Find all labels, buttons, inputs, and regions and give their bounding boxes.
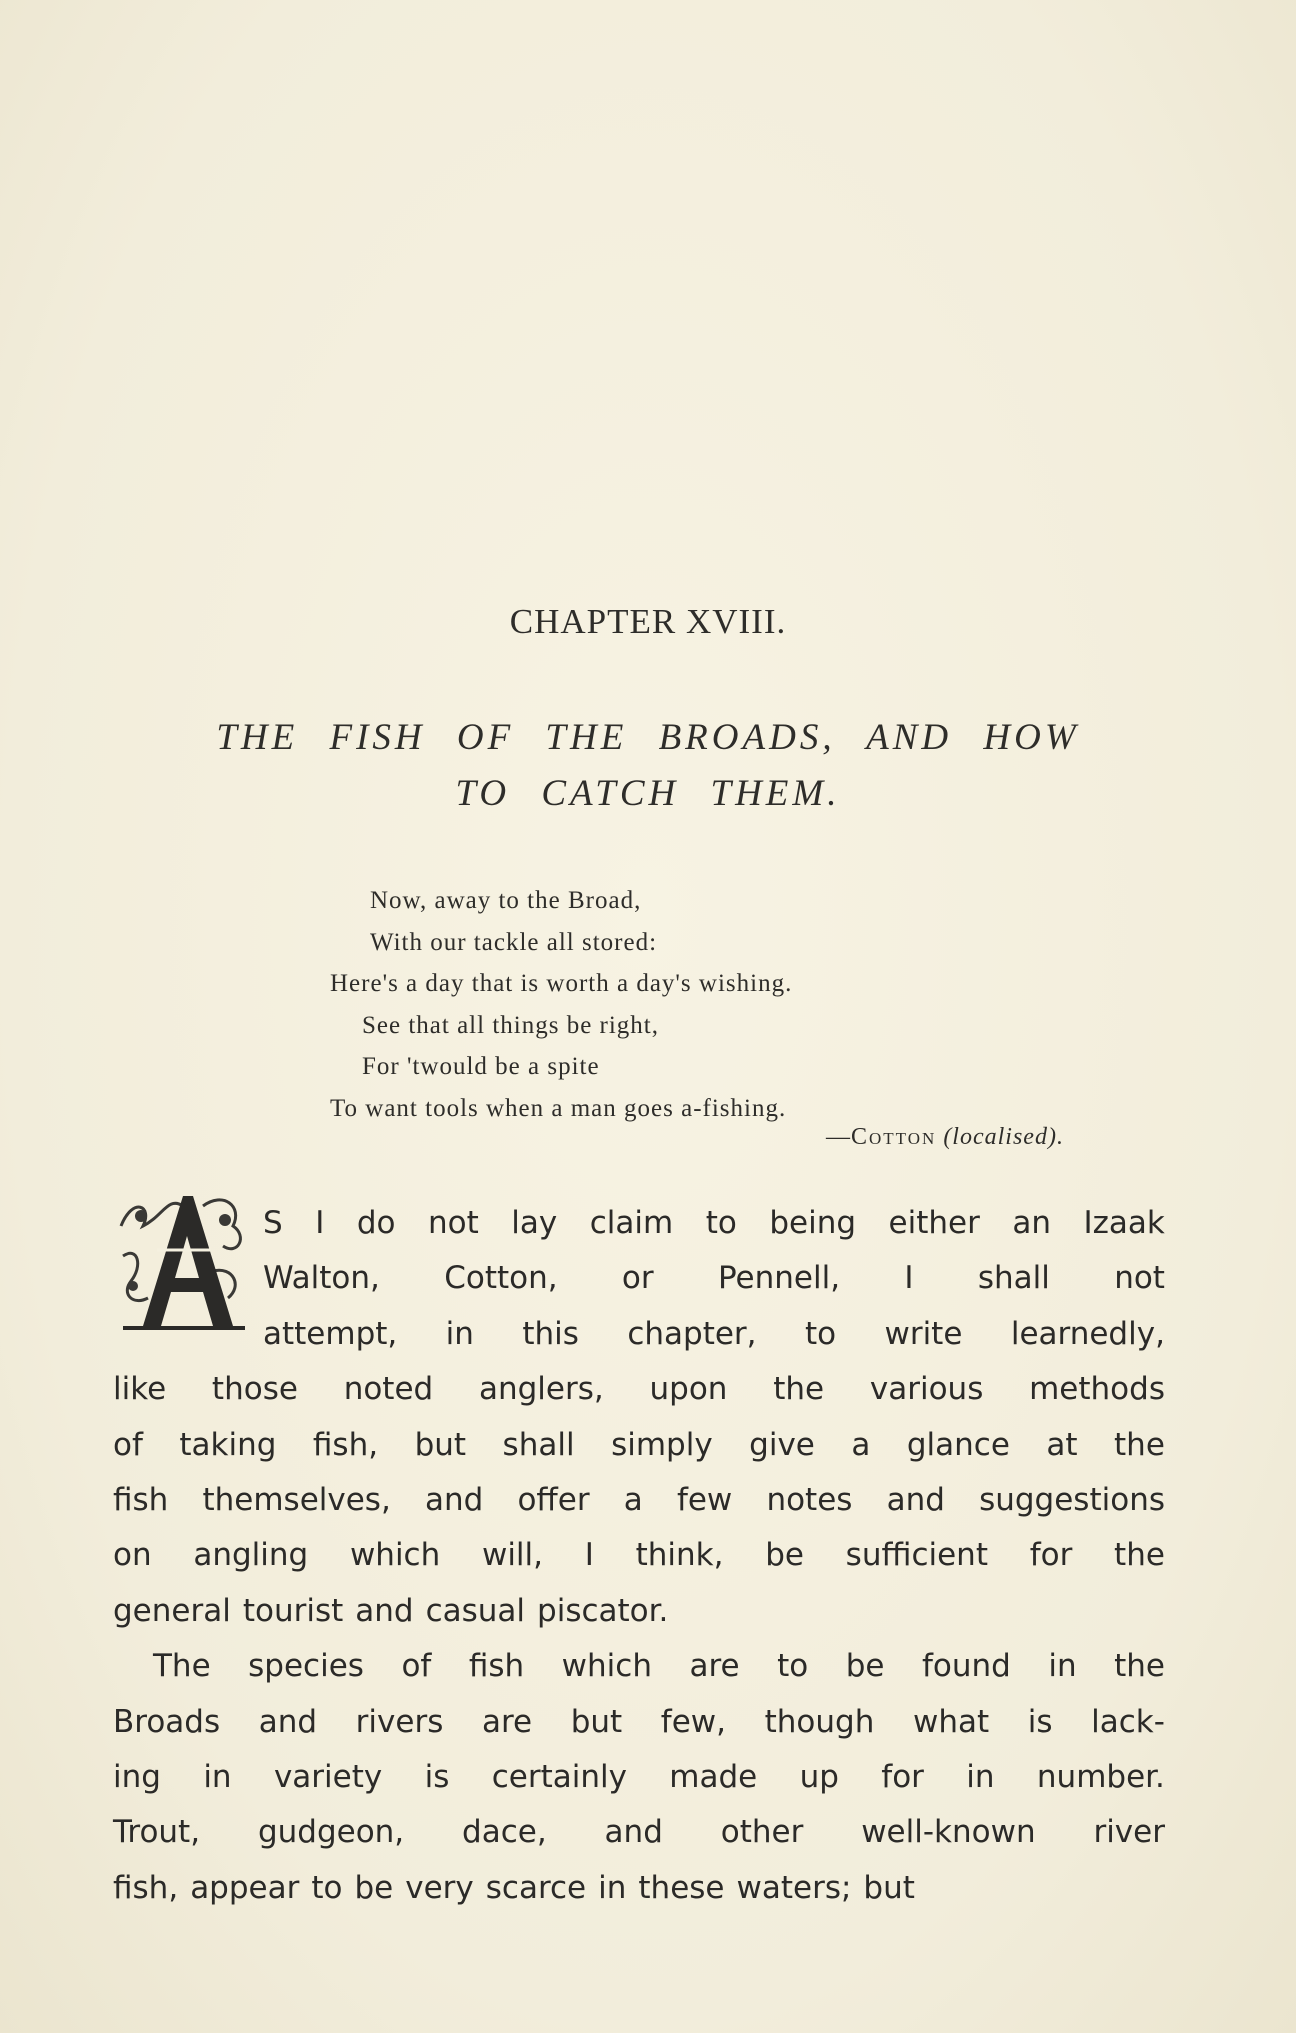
word: and (355, 1592, 414, 1629)
text-line (113, 1251, 1165, 1306)
word: is (424, 1758, 450, 1795)
word: various (869, 1371, 984, 1408)
word: in (203, 1758, 232, 1795)
word: up (799, 1758, 839, 1795)
text-line (113, 1418, 1165, 1473)
verse-line: Here's a day that is worth a day's wishing. (330, 970, 793, 997)
word: Trout, (113, 1814, 201, 1851)
word: dace, (462, 1814, 547, 1851)
word: which (561, 1648, 652, 1685)
text-line (113, 1584, 1165, 1639)
word: and (886, 1481, 945, 1518)
text-line (113, 1861, 1165, 1916)
text-line (113, 1805, 1165, 1860)
word: well-known (861, 1814, 1036, 1851)
word: give (749, 1426, 815, 1463)
word: on (113, 1537, 152, 1574)
word: at (1046, 1426, 1078, 1463)
text-line (113, 1307, 1165, 1362)
word: Cotton, (444, 1260, 558, 1297)
word: are (689, 1648, 740, 1685)
word: taking (179, 1426, 277, 1463)
word: found (921, 1648, 1011, 1685)
word: will, (481, 1537, 544, 1574)
word: which (349, 1537, 441, 1574)
body-text (113, 1196, 1165, 1916)
word: waters; (736, 1869, 852, 1906)
word: Pennell, (717, 1260, 841, 1297)
word: do (356, 1205, 396, 1241)
word: glance (906, 1426, 1010, 1463)
word: gudgeon, (257, 1814, 405, 1851)
word: general (113, 1592, 231, 1629)
word: the (1114, 1537, 1165, 1574)
chapter-title-line-2: TO CATCH THEM. (455, 773, 841, 814)
word: to (804, 1315, 837, 1352)
word: Izaak (1083, 1205, 1165, 1241)
word: this (522, 1315, 579, 1352)
word: themselves, (202, 1481, 391, 1518)
word: lay (511, 1205, 558, 1241)
verse-line: For 'twould be a spite (362, 1053, 600, 1080)
word: methods (1029, 1371, 1165, 1408)
attribution-name: Cotton (851, 1124, 937, 1150)
word: think, (635, 1537, 724, 1574)
word: to (705, 1205, 737, 1241)
word: ing (113, 1758, 161, 1795)
paragraph-1 (113, 1196, 1165, 1639)
word: but (863, 1869, 915, 1906)
word: upon (649, 1371, 728, 1408)
word: in (966, 1758, 995, 1795)
word: but (570, 1703, 623, 1740)
word: is (1027, 1703, 1053, 1740)
word: casual (425, 1592, 526, 1629)
paragraph-2 (113, 1639, 1165, 1916)
word: of (401, 1648, 432, 1685)
text-line (113, 1528, 1165, 1583)
word: like (113, 1371, 167, 1408)
word: and (424, 1481, 484, 1518)
word: suggestions (979, 1481, 1165, 1518)
word: though (764, 1703, 875, 1740)
word: number. (1036, 1758, 1165, 1795)
word: rivers (355, 1703, 444, 1740)
word: I (584, 1537, 594, 1574)
word: few, (660, 1703, 726, 1740)
word: scarce (485, 1869, 587, 1906)
word: very (405, 1869, 474, 1906)
word: made (669, 1758, 758, 1795)
word: but (414, 1426, 467, 1463)
word: a (851, 1426, 871, 1463)
word: the (1114, 1648, 1165, 1685)
word: fish, (312, 1426, 379, 1463)
attribution-note: (localised). (943, 1124, 1064, 1150)
word: or (621, 1260, 654, 1297)
verse-line: With our tackle all stored: (370, 928, 658, 956)
word: for (1029, 1537, 1073, 1574)
text-line (113, 1473, 1165, 1528)
text-line (113, 1362, 1165, 1417)
word: fish (113, 1481, 169, 1518)
word: these (638, 1869, 725, 1906)
word: shall (502, 1426, 575, 1463)
word: certainly (491, 1758, 627, 1795)
word: claim (589, 1205, 674, 1241)
text-line (113, 1639, 1165, 1694)
word: Broads (113, 1703, 221, 1740)
word: be (354, 1869, 394, 1906)
word: attempt, (263, 1315, 398, 1352)
word: tourist (242, 1592, 344, 1629)
epigraph-attribution (826, 1124, 1064, 1151)
word: I (904, 1260, 914, 1297)
word: of (113, 1426, 143, 1463)
word: write (884, 1315, 963, 1352)
text-line (113, 1695, 1165, 1750)
word: few (676, 1481, 733, 1518)
word: appear (190, 1869, 300, 1906)
word: Walton, (263, 1260, 380, 1297)
word: the (773, 1371, 825, 1408)
word: the (1114, 1426, 1165, 1463)
word: not (428, 1205, 479, 1241)
word: in (1048, 1648, 1077, 1685)
word: river (1093, 1814, 1165, 1851)
word: in (598, 1869, 627, 1906)
word: simply (611, 1426, 713, 1463)
word: learnedly, (1010, 1315, 1165, 1352)
word: shall (977, 1260, 1050, 1297)
word: are (481, 1703, 533, 1740)
verse-line: To want tools when a man goes a-fishing. (330, 1094, 787, 1122)
verse-line: Now, away to the Broad, (370, 887, 642, 914)
word: to (311, 1869, 343, 1906)
word: and (258, 1703, 318, 1740)
word: fish, (113, 1869, 179, 1906)
word: anglers, (478, 1371, 604, 1408)
word: variety (273, 1758, 383, 1795)
word: fish (468, 1648, 525, 1685)
word: S (263, 1205, 283, 1241)
svg-text:A: A (183, 1271, 184, 1272)
word: an (1012, 1205, 1052, 1241)
word: sufficient (845, 1537, 988, 1574)
word: lack- (1091, 1703, 1165, 1740)
chapter-title-line-1: THE FISH OF THE BROADS, AND HOW (216, 717, 1080, 758)
epigraph-verse (330, 880, 1030, 1129)
word: what (912, 1703, 990, 1740)
text-line (113, 1750, 1165, 1805)
word: offer (517, 1481, 590, 1518)
word: chapter, (627, 1315, 757, 1352)
word: notes (766, 1481, 853, 1518)
word: being (769, 1205, 857, 1241)
word: noted (343, 1371, 434, 1408)
word: not (1114, 1260, 1165, 1297)
word: piscator. (537, 1592, 669, 1629)
chapter-title (130, 710, 1166, 822)
word: and (604, 1814, 663, 1851)
word: I (315, 1205, 325, 1241)
text-line (113, 1196, 1165, 1251)
word: be (765, 1537, 804, 1574)
word: be (845, 1648, 885, 1685)
word: in (445, 1315, 474, 1352)
attribution-dash: — (826, 1124, 851, 1150)
word: either (888, 1205, 980, 1241)
word: for (881, 1758, 924, 1795)
word: a (623, 1481, 643, 1518)
word: those (211, 1371, 298, 1408)
word: The (153, 1648, 211, 1685)
word: species (248, 1648, 364, 1685)
word: to (777, 1648, 809, 1685)
chapter-heading: CHAPTER XVIII. (509, 602, 787, 641)
verse-line: See that all things be right, (362, 1011, 660, 1039)
word: angling (193, 1537, 309, 1574)
word: other (720, 1814, 804, 1851)
